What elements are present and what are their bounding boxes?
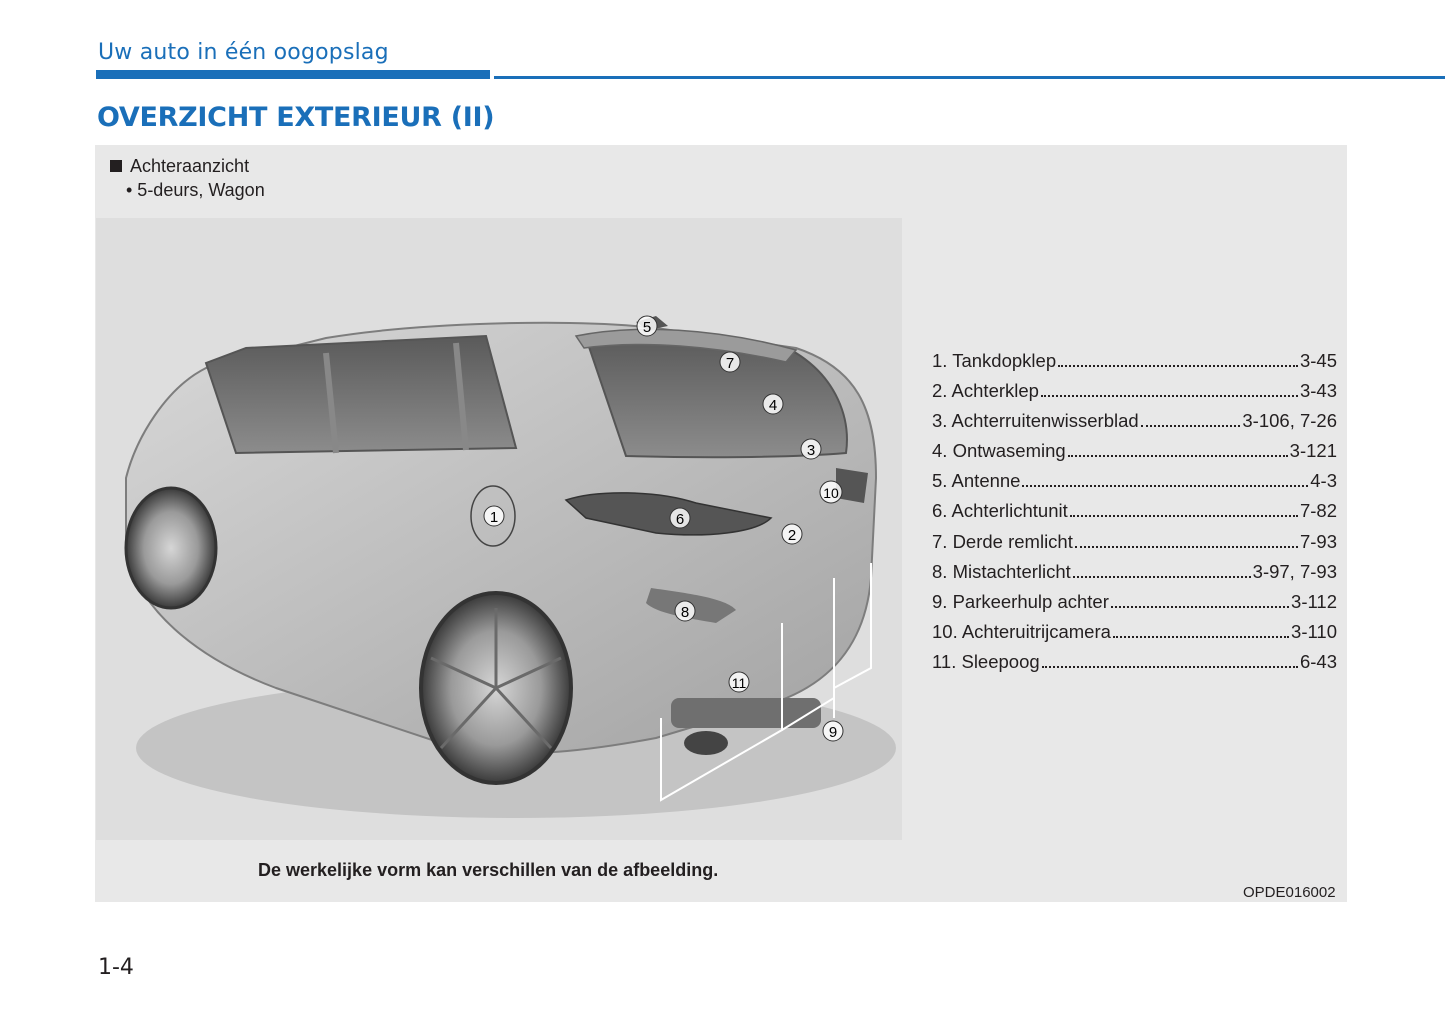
legend-item: 4. Ontwaseming 3-121 <box>932 440 1337 462</box>
legend-item: 1. Tankdopklep 3-45 <box>932 350 1337 371</box>
view-label <box>110 156 249 177</box>
figure-code: OPDE016002 <box>1243 884 1336 901</box>
callout-10 <box>820 481 842 503</box>
svg-text:9: 9 <box>828 724 838 741</box>
callout-11 <box>729 672 749 692</box>
svg-text:3: 3 <box>806 442 816 459</box>
side-windows <box>206 336 516 453</box>
page-number: 1-4 <box>98 955 134 980</box>
callout-6 <box>670 508 690 528</box>
svg-text:5: 5 <box>642 319 652 336</box>
callout-3 <box>801 439 821 459</box>
callout-9 <box>823 721 843 741</box>
variant-label: • 5-deurs, Wagon <box>126 180 265 200</box>
callout-2 <box>782 524 802 544</box>
legend-item: 9. Parkeerhulp achter 3-112 <box>932 590 1337 612</box>
header-bar-thin <box>494 76 1445 79</box>
figure-disclaimer: De werkelijke vorm kan verschillen van de afbeelding. <box>258 860 719 880</box>
page-title: OVERZICHT EXTERIEUR (II) <box>97 102 495 133</box>
rear-bumper-diffuser <box>671 698 821 728</box>
svg-text:10: 10 <box>823 485 839 501</box>
legend-item: 10. Achteruitrijcamera 3-110 <box>932 620 1337 642</box>
exhaust <box>684 731 728 755</box>
car-rear-view-image <box>96 218 902 840</box>
legend-item: 5. Antenne 4-3 <box>932 470 1337 492</box>
callout-8 <box>675 601 695 621</box>
callout-7 <box>720 352 740 372</box>
svg-text:1: 1 <box>489 509 499 526</box>
parts-legend <box>932 350 1337 681</box>
svg-text:4: 4 <box>768 397 778 414</box>
header-bar-thick <box>96 70 490 79</box>
callout-5 <box>637 316 657 336</box>
svg-text:7: 7 <box>725 355 735 372</box>
legend-item: 8. Mistachterlicht 3-97, 7-93 <box>932 560 1337 582</box>
svg-text:2: 2 <box>787 527 797 544</box>
square-bullet-icon <box>110 160 122 172</box>
svg-text:6: 6 <box>675 511 685 528</box>
legend-item: 2. Achterklep 3-43 <box>932 380 1337 402</box>
svg-text:8: 8 <box>680 604 690 621</box>
legend-item: 11. Sleepoog 6-43 <box>932 650 1337 672</box>
front-wheel <box>126 488 216 608</box>
car-illustration <box>96 218 902 840</box>
callout-1 <box>484 506 504 526</box>
view-label-text: Achteraanzicht <box>130 156 250 176</box>
legend-item: 6. Achterlichtunit 7-82 <box>932 500 1337 522</box>
callout-4 <box>763 394 783 414</box>
section-title: Uw auto in één oogopslag <box>98 40 389 65</box>
legend-item: 7. Derde remlicht 7-93 <box>932 530 1337 552</box>
legend-item: 3. Achterruitenwisserblad 3-106, 7-26 <box>932 410 1337 432</box>
svg-text:11: 11 <box>731 675 747 691</box>
